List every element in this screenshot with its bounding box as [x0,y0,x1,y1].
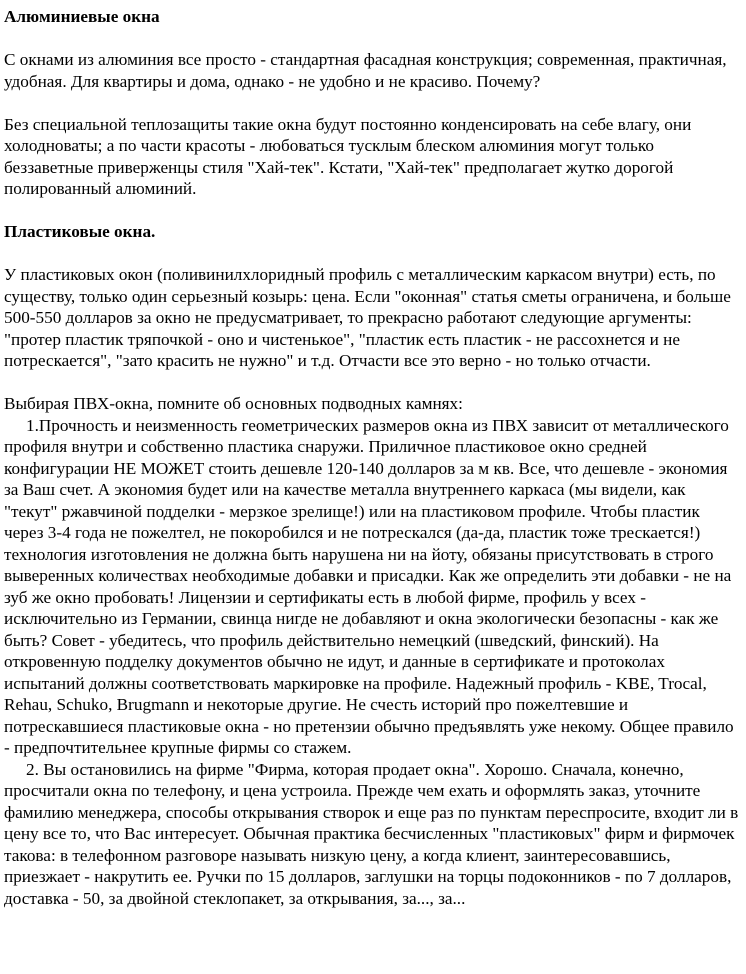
list-item-2: 2. Вы остановились на фирме "Фирма, которая продает окна". Хорошо. Сначала, конечно, просчитали окна по телефону, и цена устроила. Прежде чем ехать и оформлять заказ, уточните фамилию менеджера, способы открывания створок и еще раз по пунктам переспросите, входит ли в цену все то, что Вас интересует. Обычная практика бесчисленных "пластиковых" фирм и фирмочек такова: в телефонном разговоре называть низкую цену, а когда клиент, заинтересовавшись, приезжает - накрутить ее. Ручки по 15 долларов, заглушки на торцы подоконников - по 7 долларов, доставка - 50, за двойной стеклопакет, за открывания, за..., за... [4,759,739,908]
list-item-1: 1.Прочность и неизменность геометрических размеров окна из ПВХ зависит от металлического профиля внутри и собственно пластика снаружи. Приличное пластиковое окно средней конфигурации НЕ МОЖЕТ стоить дешевле 120-140 долларов за м кв. Все, что дешевле - экономия за Ваш счет. А экономия будет или на качестве металла внутреннего каркаса (мы видели, как "текут" ржавчиной подделки - мерзкое зрелище!) или на пластиковом профиле. Чтобы пластик через 3-4 года не пожелтел, не покоробился и не потрескался (да-да, пластик тоже трескается!) технология изготовления не должна быть нарушена ни на йоту, обязаны присутствовать в строго выверенных количествах необходимые добавки и присадки. Как же определить эти добавки - не на зуб же окно пробовать! Лицензии и сертификаты есть в любой фирме, профиль у всех - исключительно из Германии, свинца нигде не добавляют и окна экологически безопасны - как же быть? Совет - убедитесь, что профиль действительно немецкий (шведский, финский). На откровенную подделку документов обычно не идут, и данные в сертификате и протоколах испытаний должны соответствовать маркировке на профиле. Надежный профиль - KBE, Trocal, Rehau, Schuko, Brugmann и некоторые другие. Не счесть историй про пожелтевшие и потрескавшиеся пластиковые окна - но претензии обычно предъявлять уже некому. Общее правило - предпочтительнее крупные фирмы со стажем. [4,415,734,757]
paragraph-aluminium-drawbacks: Без специальной теплозащиты такие окна будут постоянно конденсировать на себе влагу, они холодноваты; а по части красоты - любоваться тусклым блеском алюминия могут только беззаветные приверженцы стиля "Хай-тек". Кстати, "Хай-тек" предполагает жутко дорогой полированный алюминий. [4,114,692,198]
paragraph-aluminium-intro: С окнами из алюминия все просто - стандартная фасадная конструкция; современная, практичная, удобная. Для квартиры и дома, однако - не удобно и не красиво. Почему? [4,50,727,91]
paragraph-plastic-intro: У пластиковых окон (поливинилхлоридный профиль с металлическим каркасом внутри) есть, по существу, только один серьезный козырь: цена. Если "оконная" статья сметы ограничена, и больше 500-550 долларов за окно не предусматривает, то прекрасно работают следующие аргументы: "протер пластик тряпочкой - оно и чистенькое", "пластик есть пластик - не рассохнется и не потрескается", "зато красить не нужно" и т.д. Отчасти все это верно - но только отчасти. [4,265,731,370]
article [4,6,742,909]
section-heading-plastic: Пластиковые окна. [4,222,156,241]
paragraph-plastic-list-intro: Выбирая ПВХ-окна, помните об основных подводных камнях: [4,394,463,413]
section-heading-aluminium: Алюминиевые окна [4,7,160,26]
